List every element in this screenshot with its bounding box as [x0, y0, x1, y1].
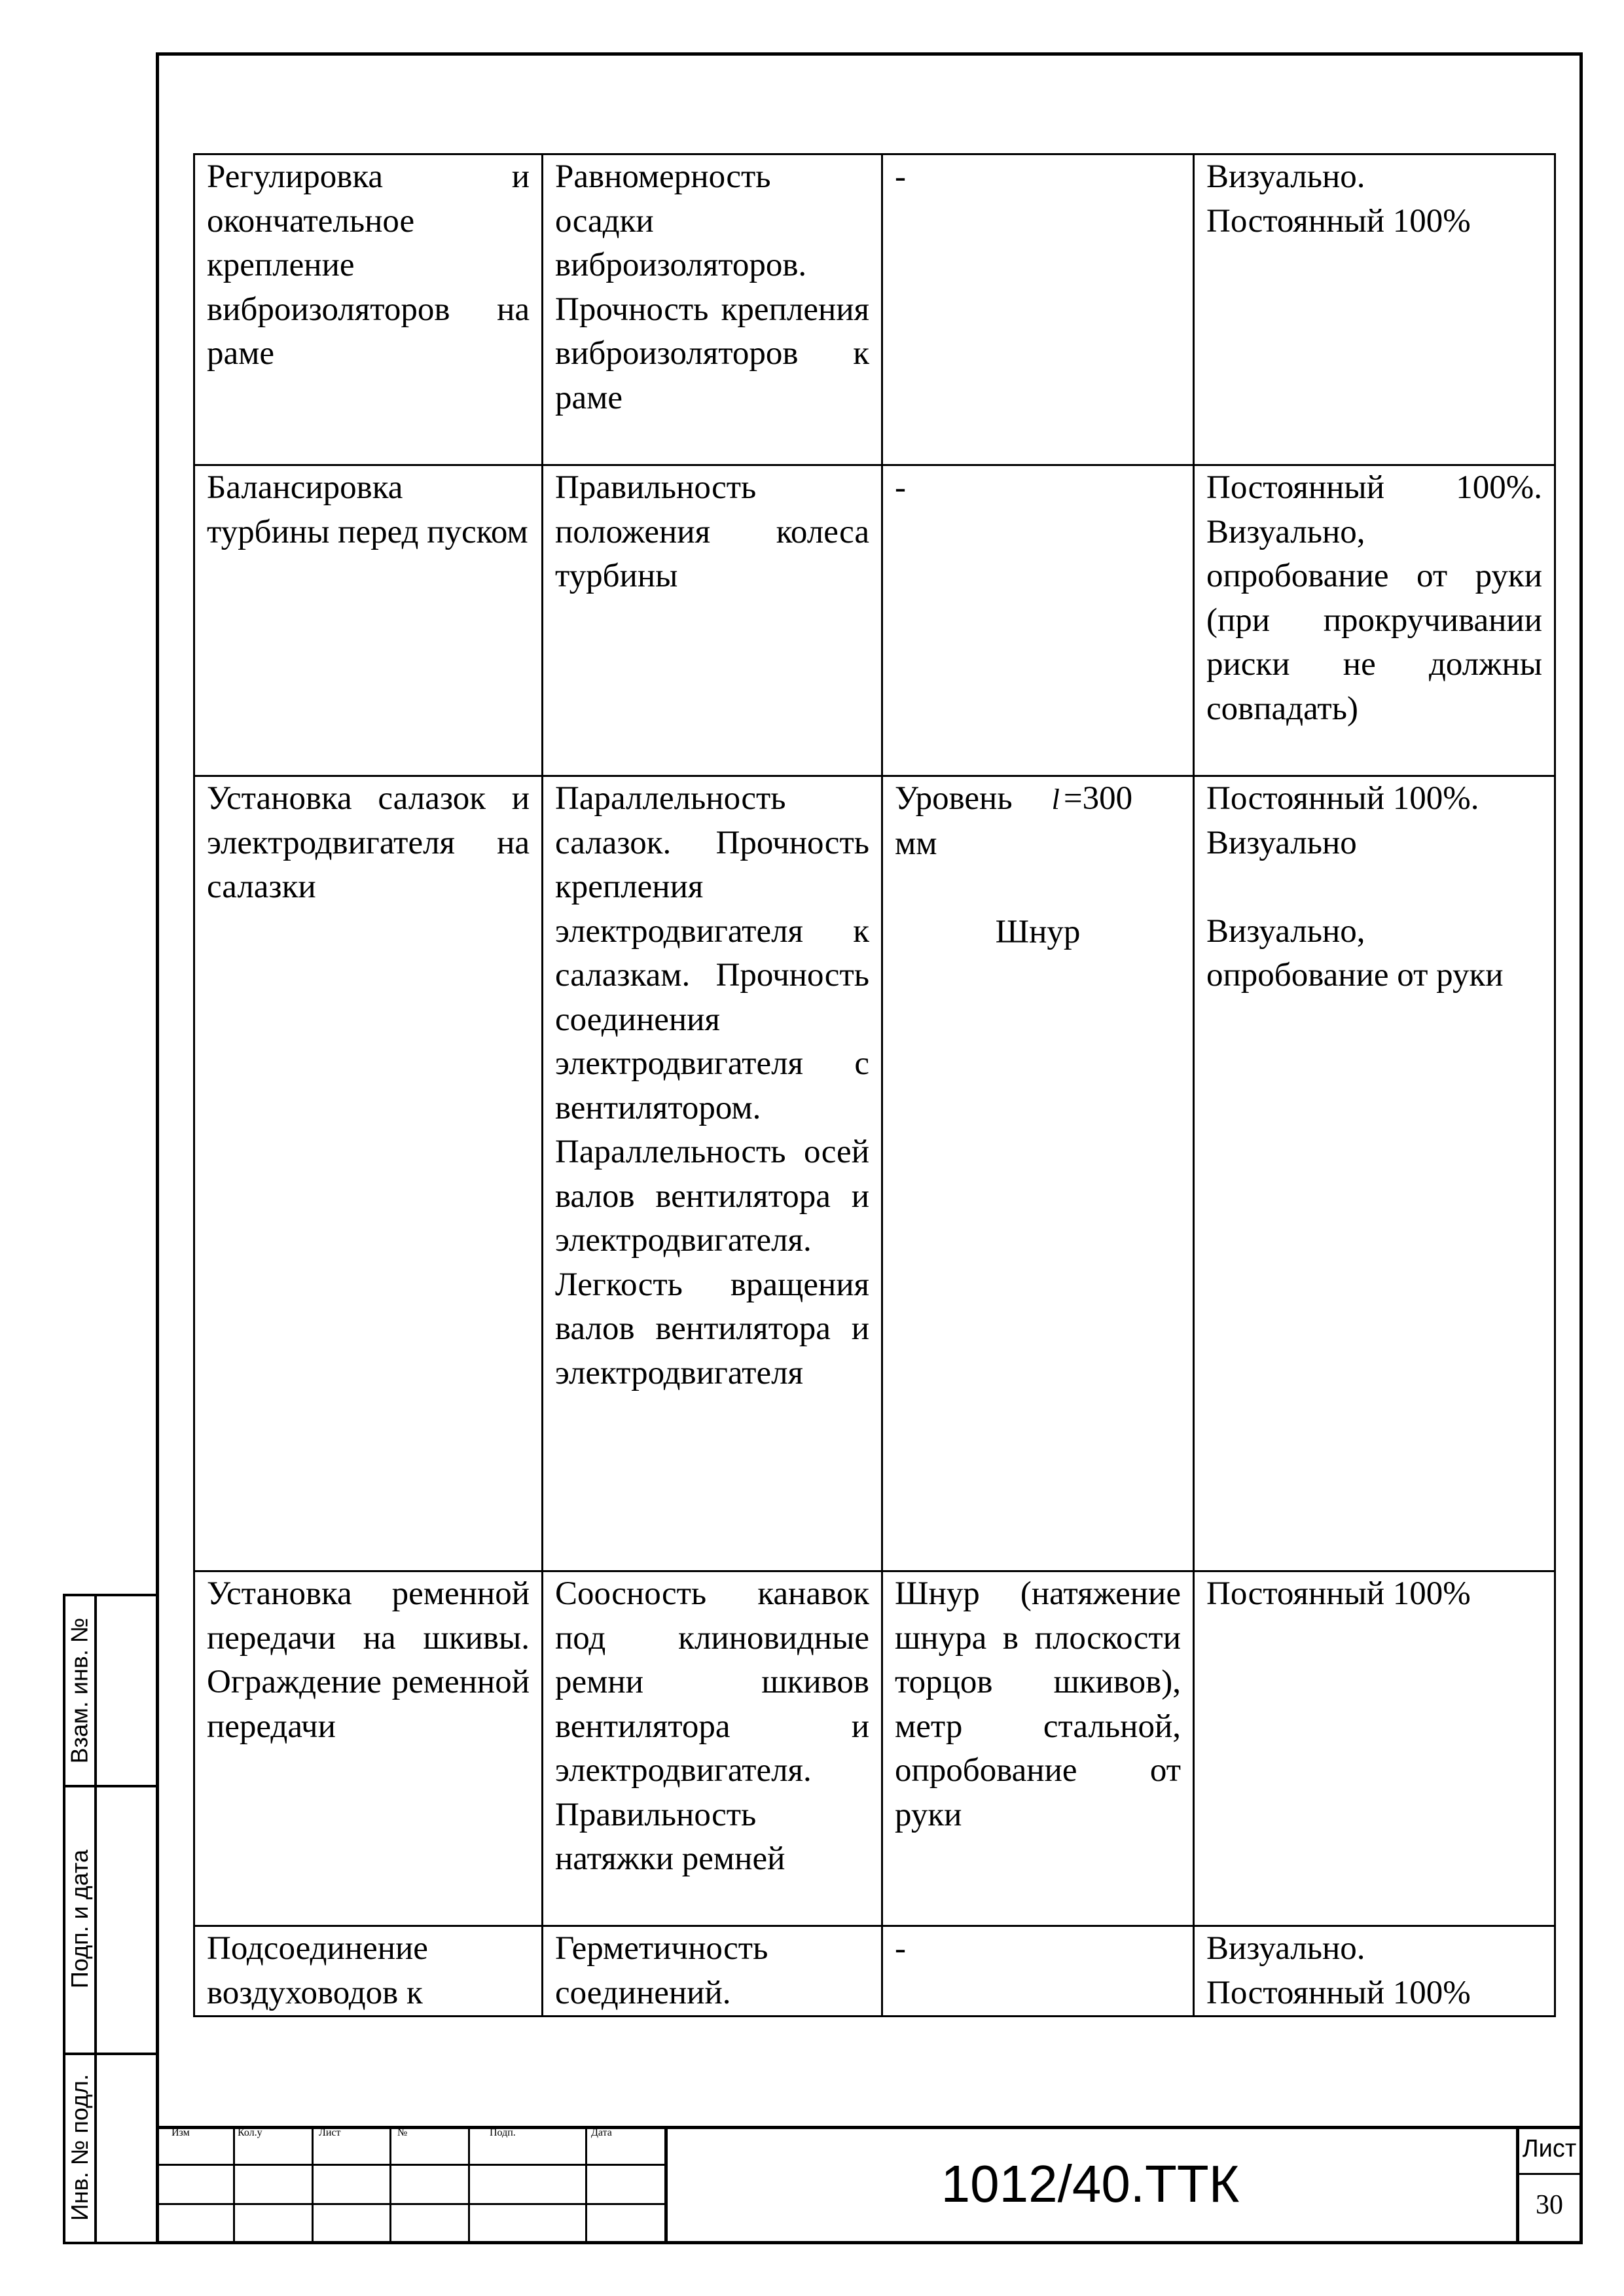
signature-date-label: Подп. и дата	[66, 1849, 93, 1988]
sheet-label: Лист	[1522, 2135, 1577, 2162]
col-kolu: Кол.у	[238, 2127, 262, 2138]
operation-cell: Регулировка и окончательное крепление виброизоляторов на раме	[194, 154, 543, 465]
sheet-number: 30	[1536, 2190, 1563, 2220]
control-method-cell	[1194, 776, 1555, 1571]
col-podp: Подп.	[490, 2127, 516, 2138]
side-stamp	[63, 1594, 156, 2244]
operation-cell: Установка салазок и электродвигателя на салазки	[194, 776, 543, 1571]
table-row	[194, 154, 1555, 465]
controlled-parameter-cell: Равномерность осадки виброизоляторов. Прочность крепления виброизоляторов к раме	[543, 154, 882, 465]
control-means-cell: Шнур (натяжение шнура в плоскости торцов шкивов), метр стальной, опробование от руки	[882, 1571, 1194, 1926]
table-row	[194, 1926, 1555, 2017]
operation-cell: Установка ременной передачи на шкивы. Ограждение ременной передачи	[194, 1571, 543, 1926]
control-method-2: Визуально, опробование от руки	[1206, 912, 1504, 994]
length-value: =300	[1063, 780, 1133, 817]
control-means-cell: -	[882, 1926, 1194, 2017]
controlled-parameter-cell: Герметичность соединений.	[543, 1926, 882, 2017]
level-instrument: Уровень	[895, 780, 1013, 817]
control-means-cell: -	[882, 154, 1194, 465]
operation-cell: Подсоединение воздуховодов к	[194, 1926, 543, 2017]
control-method-1: Постоянный 100%. Визуально	[1206, 780, 1479, 861]
table-row	[194, 776, 1555, 1571]
col-izm: Изм	[171, 2127, 190, 2138]
control-means-cell: -	[882, 465, 1194, 776]
control-method-cell: Визуально. Постоянный 100%	[1194, 1926, 1555, 2017]
table-row	[194, 1571, 1555, 1926]
cord-instrument: Шнур	[995, 913, 1081, 950]
controlled-parameter-cell: Параллельность салазок. Прочность крепления электродвигателя к салазкам. Прочность соединения электродвигателя с вентилятором. Параллельность осей валов вентилятора и электродвигателя. Легкость вращения валов вентилятора и электродвигателя	[543, 776, 882, 1571]
control-means-cell	[882, 776, 1194, 1571]
col-data: Дата	[591, 2127, 612, 2138]
control-method-cell: Постоянный 100%. Визуально, опробование от руки (при прокручивании риски не должны совпадать)	[1194, 465, 1555, 776]
original-inventory-label: Инв. № подл.	[66, 2073, 93, 2221]
controlled-parameter-cell: Правильность положения колеса турбины	[543, 465, 882, 776]
sheet-divider-h	[1516, 2173, 1583, 2175]
control-method-cell: Визуально. Постоянный 100%	[1194, 154, 1555, 465]
col-list: Лист	[319, 2127, 341, 2138]
control-table	[193, 153, 1556, 2017]
length-unit: мм	[895, 825, 937, 862]
control-method-cell: Постоянный 100%	[1194, 1571, 1555, 1926]
replaced-inventory-label: Взам. инв. №	[66, 1617, 93, 1764]
revision-grid	[156, 2127, 666, 2244]
controlled-parameter-cell: Соосность канавок под клиновидные ремни шкивов вентилятора и электродвигателя. Правильность натяжки ремней	[543, 1571, 882, 1926]
table-row	[194, 465, 1555, 776]
length-symbol: l	[1051, 783, 1060, 816]
document-code: 1012/40.ТТК	[941, 2155, 1240, 2213]
col-num: №	[397, 2127, 408, 2138]
operation-cell: Балансировка турбины перед пуском	[194, 465, 543, 776]
